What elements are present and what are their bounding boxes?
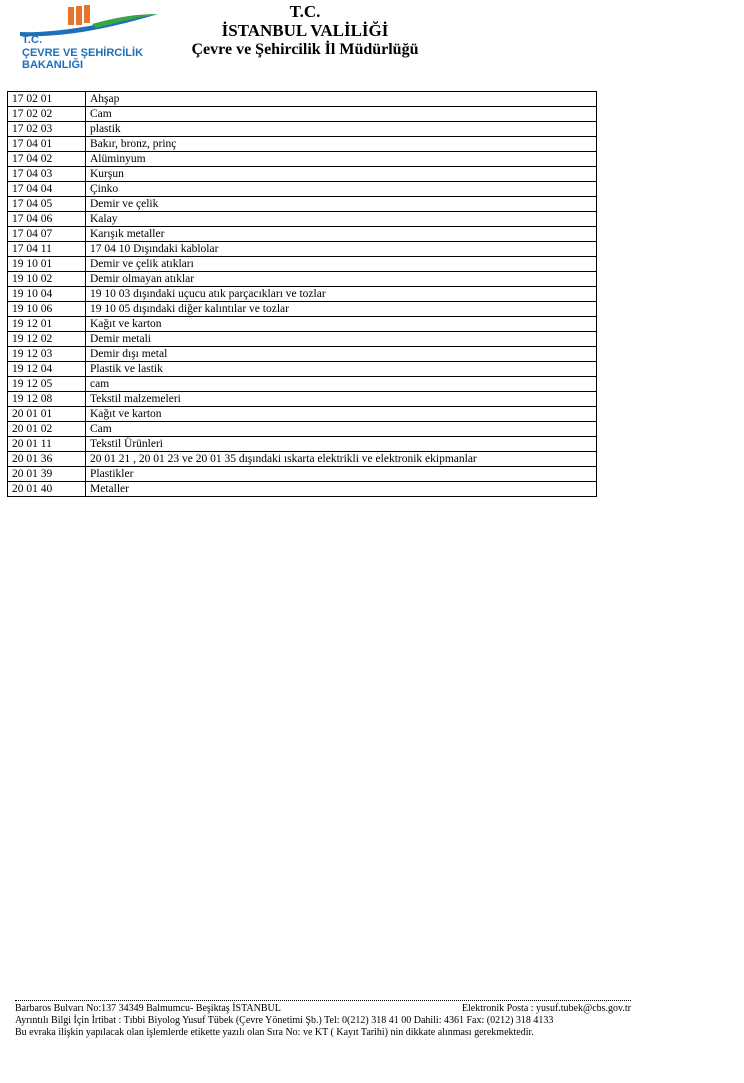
waste-description-cell: Ahşap — [86, 92, 597, 107]
waste-code-cell: 17 04 05 — [8, 197, 86, 212]
waste-description-cell: Karışık metaller — [86, 227, 597, 242]
waste-description-cell: 20 01 21 , 20 01 23 ve 20 01 35 dışındaki ıskarta elektrikli ve elektronik ekipmanlar — [86, 452, 597, 467]
footer-contact: Ayrıntılı Bilgi İçin İrtibat : Tıbbi Biyolog Yusuf Tübek (Çevre Yönetimi Şb.) Tel: 0(212) 318 41 00 Dahili: 4361 Fax: (0212) 318 4133 — [15, 1015, 554, 1026]
table-row — [8, 92, 597, 107]
waste-description-cell: Cam — [86, 422, 597, 437]
waste-description-cell: Demir ve çelik — [86, 197, 597, 212]
waste-code-cell: 17 02 01 — [8, 92, 86, 107]
waste-code-cell: 19 12 08 — [8, 392, 86, 407]
table-row — [8, 182, 597, 197]
logo-line-1: T.C. — [22, 34, 43, 46]
table-row — [8, 317, 597, 332]
table-row — [8, 167, 597, 182]
waste-description-cell: Plastik ve lastik — [86, 362, 597, 377]
waste-description-cell: 17 04 10 Dışındaki kablolar — [86, 242, 597, 257]
waste-description-cell: Bakır, bronz, prinç — [86, 137, 597, 152]
table-row — [8, 107, 597, 122]
table-row — [8, 152, 597, 167]
waste-code-cell: 17 04 04 — [8, 182, 86, 197]
waste-description-cell: cam — [86, 377, 597, 392]
waste-code-cell: 17 02 02 — [8, 107, 86, 122]
waste-description-cell: 19 10 05 dışındaki diğer kalıntılar ve tozlar — [86, 302, 597, 317]
table-row — [8, 242, 597, 257]
waste-description-cell: Metaller — [86, 482, 597, 497]
table-row — [8, 122, 597, 137]
table-row — [8, 332, 597, 347]
waste-code-cell: 19 12 05 — [8, 377, 86, 392]
waste-code-cell: 17 04 07 — [8, 227, 86, 242]
table-row — [8, 302, 597, 317]
ministry-logo — [18, 4, 168, 72]
table-row — [8, 347, 597, 362]
header-line-1: T.C. — [289, 2, 321, 21]
waste-code-cell: 19 10 04 — [8, 287, 86, 302]
header-line-2: İSTANBUL VALİLİĞİ — [221, 21, 389, 40]
waste-code-cell: 20 01 40 — [8, 482, 86, 497]
table-row — [8, 437, 597, 452]
waste-code-cell: 17 04 03 — [8, 167, 86, 182]
waste-description-cell: 19 10 03 dışındaki uçucu atık parçacıkları ve tozlar — [86, 287, 597, 302]
waste-code-cell: 20 01 39 — [8, 467, 86, 482]
waste-description-cell: Demir metali — [86, 332, 597, 347]
waste-code-cell: 19 10 06 — [8, 302, 86, 317]
document-footer — [15, 1000, 631, 1039]
table-row — [8, 422, 597, 437]
waste-code-table — [7, 91, 597, 497]
table-row — [8, 197, 597, 212]
footer-divider — [15, 1000, 631, 1001]
table-row — [8, 287, 597, 302]
logo-line-2: ÇEVRE VE ŞEHİRCİLİK — [22, 47, 144, 59]
table-row — [8, 272, 597, 287]
waste-description-cell: Demir dışı metal — [86, 347, 597, 362]
waste-code-cell: 17 04 06 — [8, 212, 86, 227]
table-row — [8, 467, 597, 482]
waste-code-cell: 19 12 02 — [8, 332, 86, 347]
waste-description-cell: Çinko — [86, 182, 597, 197]
waste-code-cell: 19 10 02 — [8, 272, 86, 287]
waste-description-cell: Tekstil Ürünleri — [86, 437, 597, 452]
footer-email: Elektronik Posta : yusuf.tubek@cbs.gov.tr — [461, 1003, 631, 1014]
waste-code-cell: 20 01 11 — [8, 437, 86, 452]
waste-description-cell: Kalay — [86, 212, 597, 227]
waste-description-cell: Demir olmayan atıklar — [86, 272, 597, 287]
waste-code-cell: 17 02 03 — [8, 122, 86, 137]
waste-code-cell: 19 10 01 — [8, 257, 86, 272]
waste-code-cell: 20 01 36 — [8, 452, 86, 467]
waste-code-cell: 20 01 02 — [8, 422, 86, 437]
waste-description-cell: Tekstil malzemeleri — [86, 392, 597, 407]
waste-code-cell: 17 04 02 — [8, 152, 86, 167]
table-row — [8, 257, 597, 272]
waste-description-cell: plastik — [86, 122, 597, 137]
table-row — [8, 377, 597, 392]
waste-code-cell: 19 12 04 — [8, 362, 86, 377]
waste-description-cell: Kağıt ve karton — [86, 407, 597, 422]
logo-line-3: BAKANLIĞI — [22, 59, 84, 71]
table-row — [8, 362, 597, 377]
waste-description-cell: Cam — [86, 107, 597, 122]
footer-address: Barbaros Bulvarı No:137 34349 Balmumcu- Beşiktaş İSTANBUL — [15, 1003, 281, 1014]
waste-code-cell: 17 04 01 — [8, 137, 86, 152]
waste-description-cell: Demir ve çelik atıkları — [86, 257, 597, 272]
footer-notice: Bu evraka ilişkin yapılacak olan işlemlerde etikette yazılı olan Sıra No: ve KT ( Kayıt Tarihi) nin dikkate alınması gerekmektedir. — [15, 1027, 534, 1038]
waste-code-cell: 19 12 03 — [8, 347, 86, 362]
waste-description-cell: Kağıt ve karton — [86, 317, 597, 332]
table-row — [8, 482, 597, 497]
table-row — [8, 452, 597, 467]
table-row — [8, 137, 597, 152]
header-line-3: Çevre ve Şehircilik İl Müdürlüğü — [191, 41, 419, 58]
waste-description-cell: Alüminyum — [86, 152, 597, 167]
table-row — [8, 212, 597, 227]
waste-description-cell: Plastikler — [86, 467, 597, 482]
waste-code-cell: 19 12 01 — [8, 317, 86, 332]
waste-code-cell: 17 04 11 — [8, 242, 86, 257]
table-row — [8, 407, 597, 422]
table-row — [8, 392, 597, 407]
waste-code-cell: 20 01 01 — [8, 407, 86, 422]
table-row — [8, 227, 597, 242]
document-header — [150, 2, 460, 59]
waste-description-cell: Kurşun — [86, 167, 597, 182]
